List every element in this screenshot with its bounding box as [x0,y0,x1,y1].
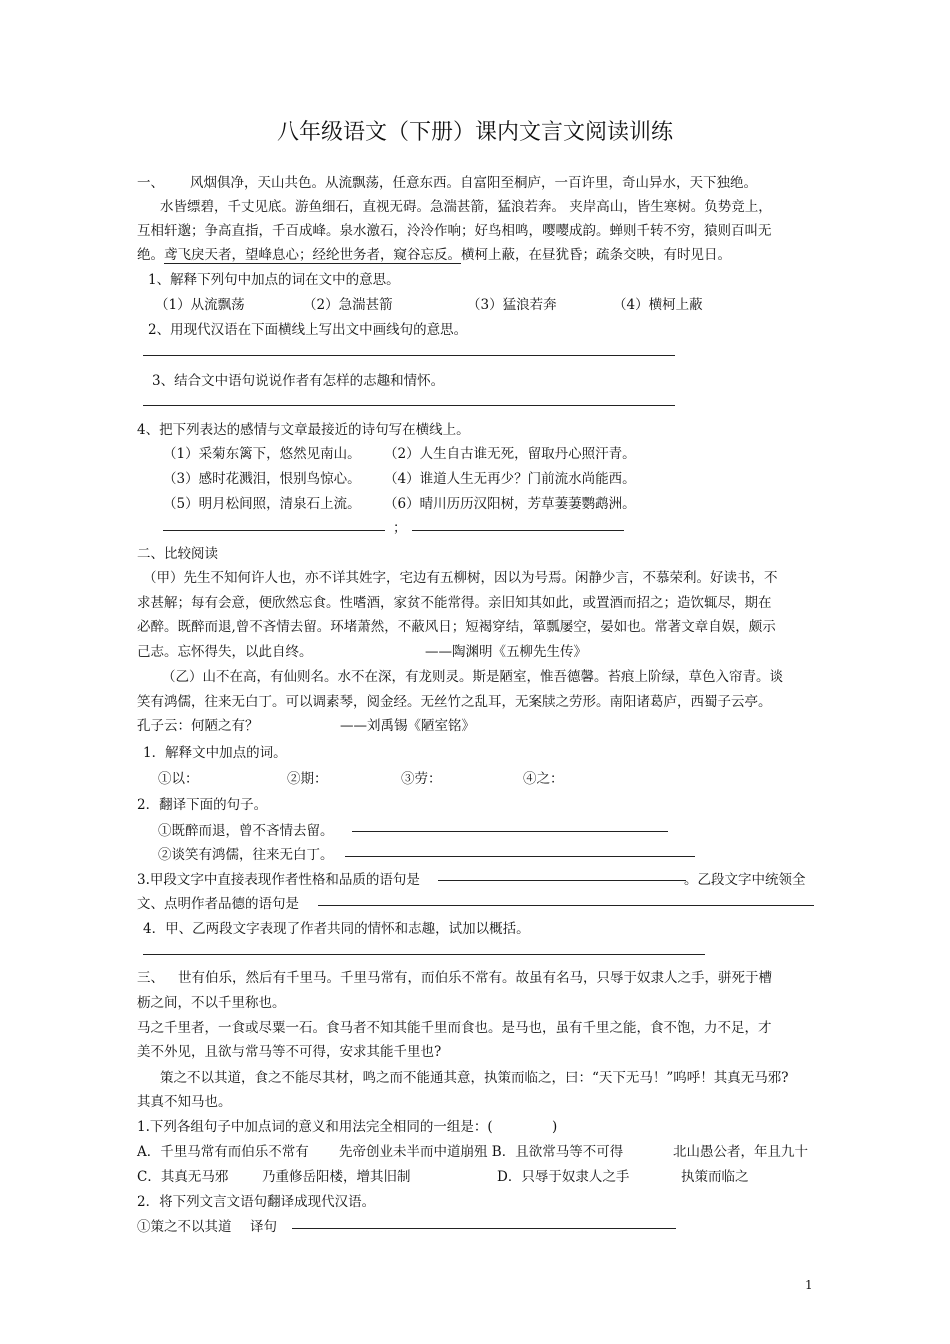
passage-jia-line: 己志。忘怀得失，以此自终。 [137,644,313,660]
passage-yi-line: 笑有鸿儒，往来无白丁。可以调素琴，阅金经。无丝竹之乱耳，无案牍之劳形。南阳诸葛庐，西蜀子云亭。 [137,694,772,710]
option-c: C．其真无马邪 [137,1169,229,1185]
option-c-second: 乃重修岳阳楼，增其旧制 [262,1169,411,1185]
answer-line[interactable] [143,954,705,955]
passage-yi-line: （乙）山不在高，有仙则名。水不在深，有龙则灵。斯是陋室，惟吾德馨。苔痕上阶绿，草色入帘青。谈 [162,669,783,685]
option-d-second: 执策而临之 [681,1169,749,1185]
passage-yi-source: ——刘禹锡《陋室铭》 [340,718,475,734]
section2-question-1: 1．解释文中加点的词。 [143,745,287,761]
section1-paragraph-line: 互相轩邈；争高直指，千百成峰。泉水激石，泠泠作响；好鸟相鸣，嘤嘤成韵。蝉则千转不穷，猿则百叫无 [137,223,772,239]
section2-q2-sentence: ①既醉而退，曾不吝情去留。 [158,823,334,839]
section1-paragraph-line [137,245,731,265]
section2-question-3-cont: 文、点明作者品德的语句是 [137,896,299,912]
option-b-second: 北山愚公者，年且九十 [673,1144,808,1160]
section1-q4-option: （1）采菊东篱下，悠然见南山。 [163,446,361,462]
section1-question-2: 2、用现代汉语在下面横线上写出文中画线句的意思。 [148,322,468,338]
answer-line[interactable] [143,355,675,356]
section1-q4-option: （4）谁道人生无再少？门前流水尚能西。 [384,471,636,487]
option-a: A．千里马常有而伯乐不常有 [137,1144,309,1160]
separator: ； [393,520,407,536]
section1-q4-option: （3）感时花溅泪，恨别鸟惊心。 [163,471,361,487]
question-bracket-close: ) [552,1119,558,1135]
section2-q1-option: ③劳： [401,771,442,787]
section3-q2-sentence: ①策之不以其道 [137,1219,232,1235]
section3-paragraph-line: 美不外见，且欲与常马等不可得，安求其能千里也? [137,1044,442,1060]
section2-heading: 二、比较阅读 [137,546,218,562]
section2-q2-sentence: ②谈笑有鸿儒，往来无白丁。 [158,847,334,863]
section1-question-1: 1、解释下列句中加点的词在文中的意思。 [148,272,400,288]
passage-jia-source: ——陶渊明《五柳先生传》 [425,644,587,660]
section3-paragraph-line: 马之千里者，一食或尽粟一石。食马者不知其能千里而食也。是马也，虽有千里之能，食不饱，力不足，才 [137,1020,772,1036]
section1-question-4: 4、把下列表达的感情与文章最接近的诗句写在横线上。 [137,422,470,438]
section2-q1-option: ④之： [523,771,564,787]
passage-jia-line: 求甚解；每有会意，便欣然忘食。性嗜酒，家贫不能常得。亲旧知其如此，或置酒而招之；造饮辄尽，期在 [137,595,772,611]
section1-q4-option: （5）明月松间照，清泉石上流。 [163,496,361,512]
answer-line[interactable] [163,530,385,531]
section1-q1-option: （4）横柯上蔽 [613,297,703,313]
section2-q1-option: ②期： [287,771,328,787]
section1-paragraph-line: 水皆缥碧，千丈见底。游鱼细石，直视无碍。急湍甚箭，猛浪若奔。 夹岸高山，皆生寒树。负势竞上， [160,199,772,215]
section2-q1-option: ①以： [158,771,199,787]
section2-question-3-cont: 。乙段文字中统领全 [684,872,806,888]
translation-label: 译句 [250,1219,277,1235]
passage-jia-line: 必醉。既醉而退,曾不吝情去留。环堵萧然，不蔽风日；短褐穿结，箪瓢屡空，晏如也。常著文章自娱，颇示 [137,619,776,635]
section1-question-3: 3、结合文中语句说说作者有怎样的志趣和情怀。 [152,373,445,389]
section2-question-2: 2．翻译下面的句子。 [137,797,268,813]
passage-jia-line: （甲）先生不知何许人也，亦不详其姓字，宅边有五柳树，因以为号焉。闲静少言，不慕荣利。好读书，不 [143,570,778,586]
section1-q1-option: （2）急湍甚箭 [303,297,393,313]
text-segment: 绝。 [137,247,164,263]
section1-q1-option: （1）从流飘荡 [155,297,245,313]
section2-question-3: 3.甲段文字中直接表现作者性格和品质的语句是 [137,872,420,888]
section1-q1-option: （3）猛浪若奔 [467,297,557,313]
section3-paragraph-line: 策之不以其道，食之不能尽其材，鸣之而不能通其意，执策而临之，曰：“天下无马！”呜呼！其真无马邪? [160,1070,789,1086]
passage-yi-line: 孔子云：何陋之有？ [137,718,259,734]
section3-paragraph-line: 枥之间，不以千里称也。 [137,995,286,1011]
answer-line[interactable] [352,831,668,832]
answer-line[interactable] [412,530,624,531]
section3-question-2: 2．将下列文言文语句翻译成现代汉语。 [137,1194,376,1210]
section3-paragraph-line: 其真不知马也。 [137,1094,232,1110]
answer-line[interactable] [345,856,695,857]
option-a-b: 先帝创业未半而中道崩殂 B．且欲常马等不可得 [339,1144,624,1160]
section1-paragraph-line: 风烟俱净，天山共色。从流飘荡，任意东西。自富阳至桐庐，一百许里，奇山异水，天下独绝。 [190,175,757,191]
option-d: D．只辱于奴隶人之手 [497,1169,630,1185]
section3-question-1: 1.下列各组句子中加点词的意义和用法完全相同的一组是：( [137,1119,493,1135]
answer-line[interactable] [292,1228,676,1229]
section3-heading: 三、 [137,970,164,986]
page-number: 1 [805,1278,813,1292]
section3-paragraph-line: 世有伯乐，然后有千里马。千里马常有，而伯乐不常有。故虽有名马，只辱于奴隶人之手，骈死于槽 [178,970,772,986]
answer-line[interactable] [438,880,686,881]
section1-q4-option: （6）晴川历历汉阳树，芳草萋萋鹦鹉洲。 [384,496,636,512]
answer-line[interactable] [318,905,814,906]
answer-line[interactable] [143,405,675,406]
section2-question-4: 4．甲、乙两段文字表现了作者共同的情怀和志趣，试加以概括。 [143,921,530,937]
section1-q4-option: （2）人生自古谁无死，留取丹心照汗青。 [384,446,636,462]
text-segment: 横柯上蔽，在昼犹昏；疏条交映，有时见日。 [461,247,731,263]
underlined-sentence: 鸢飞戾天者，望峰息心；经纶世务者，窥谷忘反。 [164,247,461,263]
page-title: 八年级语文（下册）课内文言文阅读训练 [276,120,673,145]
section1-heading: 一、 [137,175,164,191]
